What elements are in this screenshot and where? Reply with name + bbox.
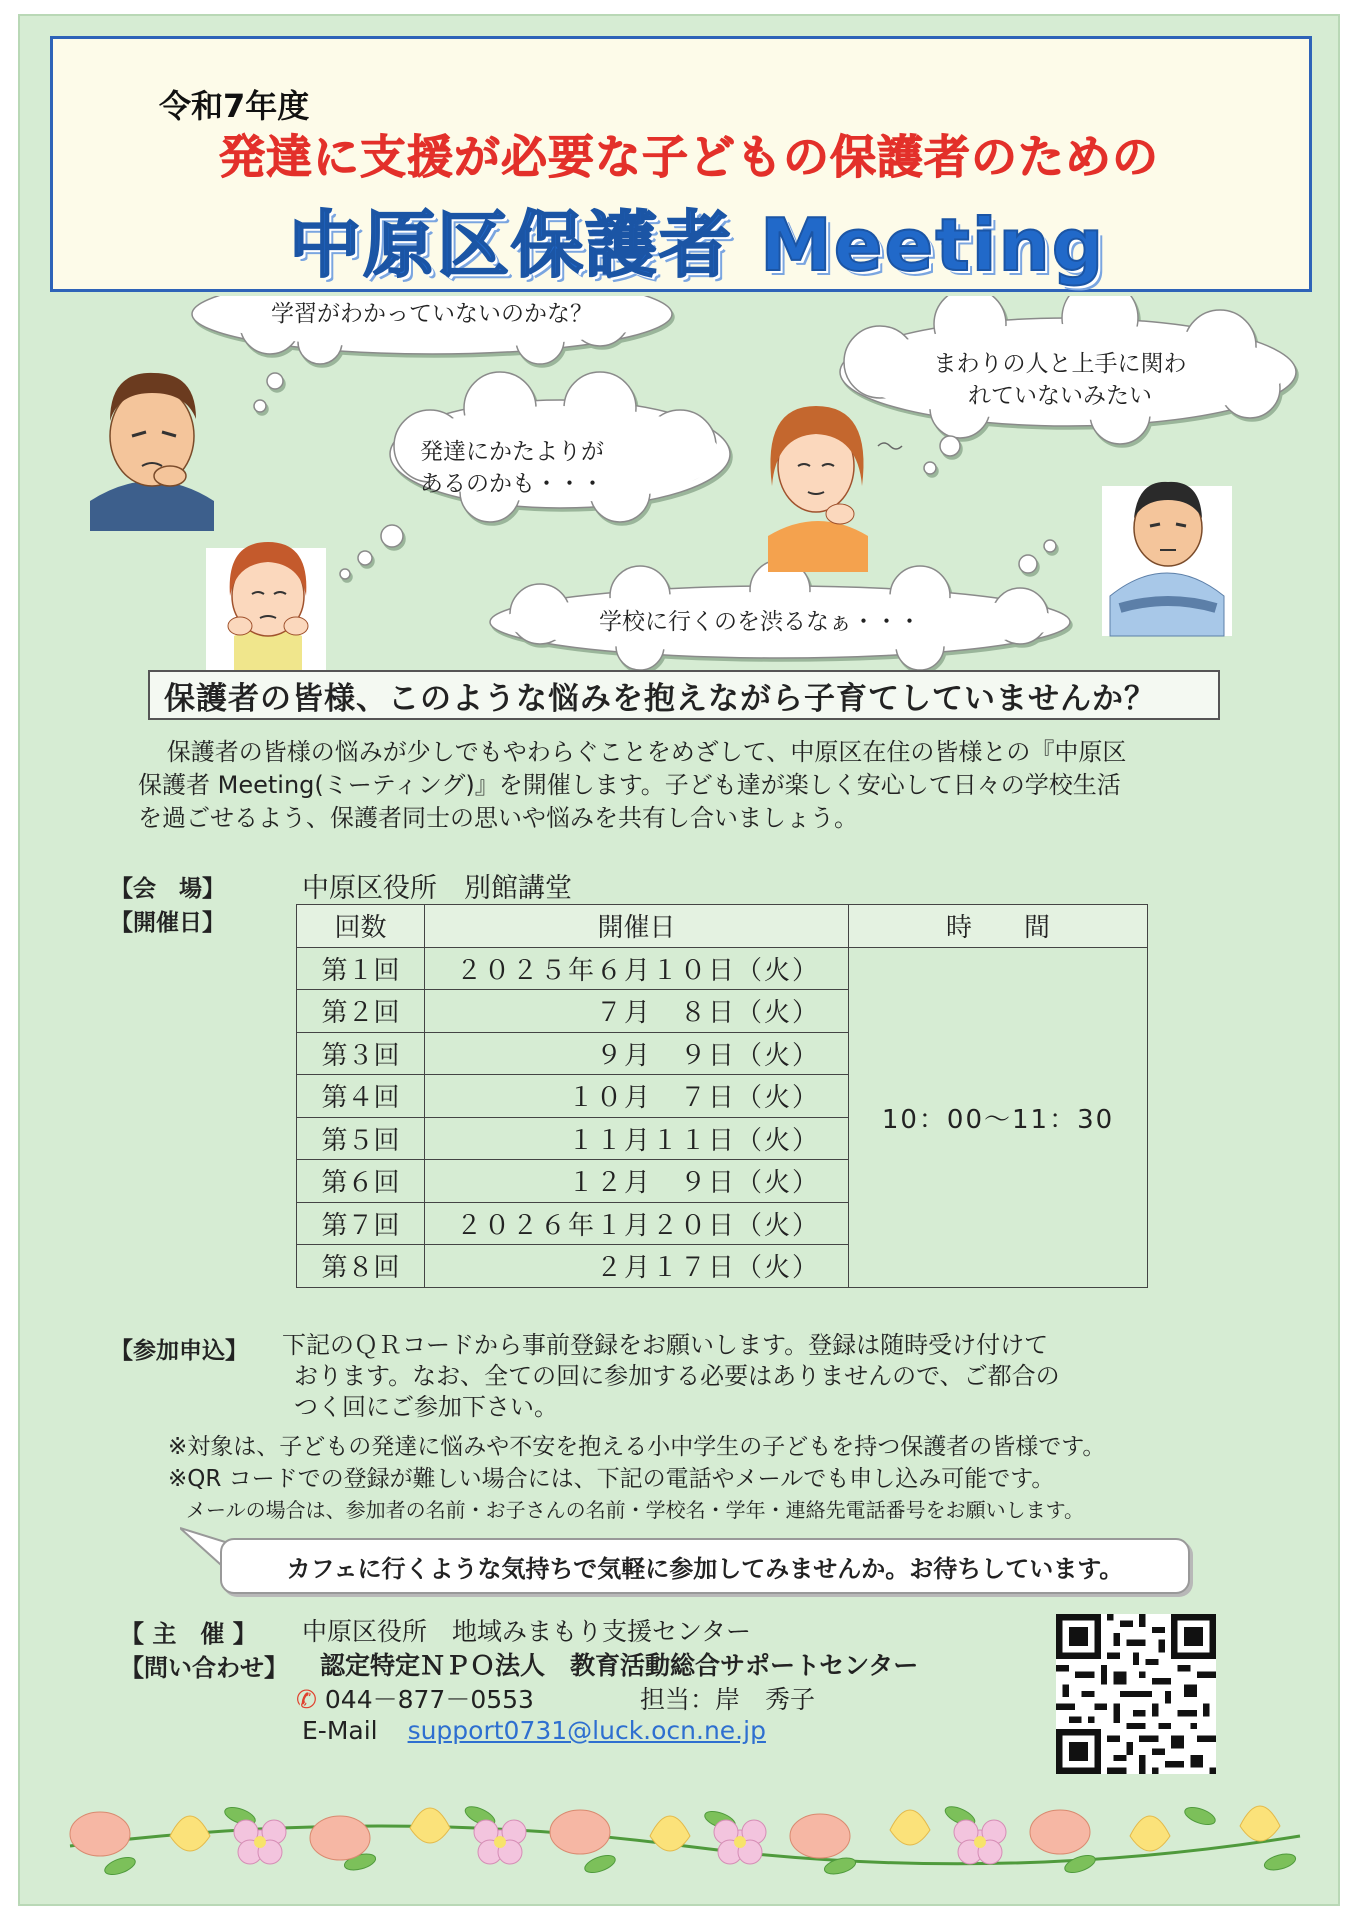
fiscal-year: 令和7年度 <box>159 87 310 125</box>
schedule-header-row <box>297 905 1148 948</box>
session-num: 第７回 <box>297 1202 425 1245</box>
bubble-4-line-1: まわりの人と上手に関わ <box>933 351 1187 377</box>
illustration-area <box>20 296 1342 676</box>
session-num: 第１回 <box>297 947 425 990</box>
contact-person: 担当：岸 秀子 <box>640 1685 816 1714</box>
registration-line-1: 下記のＱＲコードから事前登録をお願いします。登録は随時受け付けて <box>282 1331 1049 1359</box>
venue-value: 中原区役所 別館講堂 <box>302 873 572 904</box>
session-num: 第６回 <box>297 1160 425 1203</box>
session-date: ２０２５年６月１０日（火） <box>425 947 849 990</box>
worried-woman-illustration <box>206 542 326 670</box>
intro-paragraph <box>138 736 1248 835</box>
registration-text <box>282 1330 1202 1423</box>
organizer-name: 中原区役所 地域みまもり支援センター <box>302 1617 752 1646</box>
note-email: メールの場合は、参加者の名前・お子さんの名前・学校名・学年・連絡先電話番号をお願いします。 <box>186 1498 1084 1522</box>
phone-number: 044－877－0553 <box>324 1685 534 1714</box>
invitation-callout: カフェに行くような気持ちで気軽に参加してみませんか。お待ちしています。 <box>220 1538 1190 1594</box>
flower-border-decoration <box>60 1776 1310 1886</box>
intro-line-3: を過ごせるよう、保護者同士の思いや悩みを共有し合いましょう。 <box>138 804 858 832</box>
qr-code-icon[interactable] <box>1056 1614 1216 1774</box>
contact-org: 認定特定ＮＰＯ法人 教育活動総合サポートセンター <box>320 1651 919 1680</box>
subtitle: 発達に支援が必要な子どもの保護者のための <box>219 130 1159 184</box>
table-row <box>297 947 1148 990</box>
bubble-2-line-2: あるのかも・・・ <box>420 471 604 497</box>
dates-label: 【開催日】 <box>110 910 225 936</box>
question-banner: 保護者の皆様、このような悩みを抱えながら子育てしていませんか？ <box>148 670 1220 720</box>
session-date: ２月１７日（火） <box>425 1245 849 1288</box>
intro-line-1: 保護者の皆様の悩みが少しでもやわらぐことをめざして、中原区在住の皆様との『中原区 <box>166 738 1127 766</box>
bubble-3-text: 学校に行くのを渋るなぁ・・・ <box>599 609 921 635</box>
man-thinking-illustration <box>90 373 214 531</box>
registration-line-2: おります。なお、全ての回に参加する必要はありませんので、ご都合の <box>294 1362 1060 1390</box>
bubble-4-line-2: れていないみたい <box>968 383 1152 409</box>
registration-label: 【参加申込】 <box>110 1338 248 1364</box>
bubble-2-text <box>420 436 680 500</box>
session-time: 10：00～11：30 <box>849 947 1148 1287</box>
note-target: ※対象は、子どもの発達に悩みや不安を抱える小中学生の子どもを持つ保護者の皆様です。 <box>168 1434 1106 1460</box>
organizer-label: 【 主 催 】 <box>120 1620 257 1648</box>
phone-icon: ✆ <box>296 1685 317 1714</box>
flyer-sheet <box>18 14 1340 1906</box>
bubble-4-text <box>870 348 1250 412</box>
schedule-table <box>296 904 1148 1288</box>
session-num: 第３回 <box>297 1032 425 1075</box>
session-num: 第２回 <box>297 990 425 1033</box>
pensive-woman-illustration <box>768 406 902 572</box>
session-date: １０月 ７日（火） <box>425 1075 849 1118</box>
header-date: 開催日 <box>425 905 849 948</box>
session-date: １２月 ９日（火） <box>425 1160 849 1203</box>
contact-label: 【問い合わせ】 <box>120 1654 288 1682</box>
session-date: ７月 ８日（火） <box>425 990 849 1033</box>
man-arms-crossed-illustration <box>1102 482 1232 636</box>
email-row <box>302 1716 766 1745</box>
session-date: ９月 ９日（火） <box>425 1032 849 1075</box>
email-label: E-Mail <box>302 1716 378 1745</box>
session-num: 第５回 <box>297 1117 425 1160</box>
registration-line-3: つく回にご参加下さい。 <box>294 1393 558 1421</box>
note-alternative: ※QR コードでの登録が難しい場合には、下記の電話やメールでも申し込み可能です。 <box>168 1466 1055 1492</box>
venue-label: 【会 場】 <box>110 876 225 902</box>
header-box <box>50 36 1312 292</box>
intro-line-2: 保護者 Meeting(ミーティング)』を開催します。子ども達が楽しく安心して日々の学校生活 <box>138 771 1121 799</box>
session-num: 第８回 <box>297 1245 425 1288</box>
email-link[interactable]: support0731@luck.ocn.ne.jp <box>407 1716 766 1745</box>
bubble-1-text: 学習がわかっていないのかな？ <box>271 301 593 327</box>
session-date: ２０２６年１月２０日（火） <box>425 1202 849 1245</box>
session-num: 第４回 <box>297 1075 425 1118</box>
main-title: 中原区保護者 Meeting <box>289 203 1106 287</box>
header-time: 時 間 <box>849 905 1148 948</box>
phone-row <box>296 1680 534 1716</box>
header-num: 回数 <box>297 905 425 948</box>
bubble-2-line-1: 発達にかたよりが <box>420 439 604 465</box>
session-date: １１月１１日（火） <box>425 1117 849 1160</box>
